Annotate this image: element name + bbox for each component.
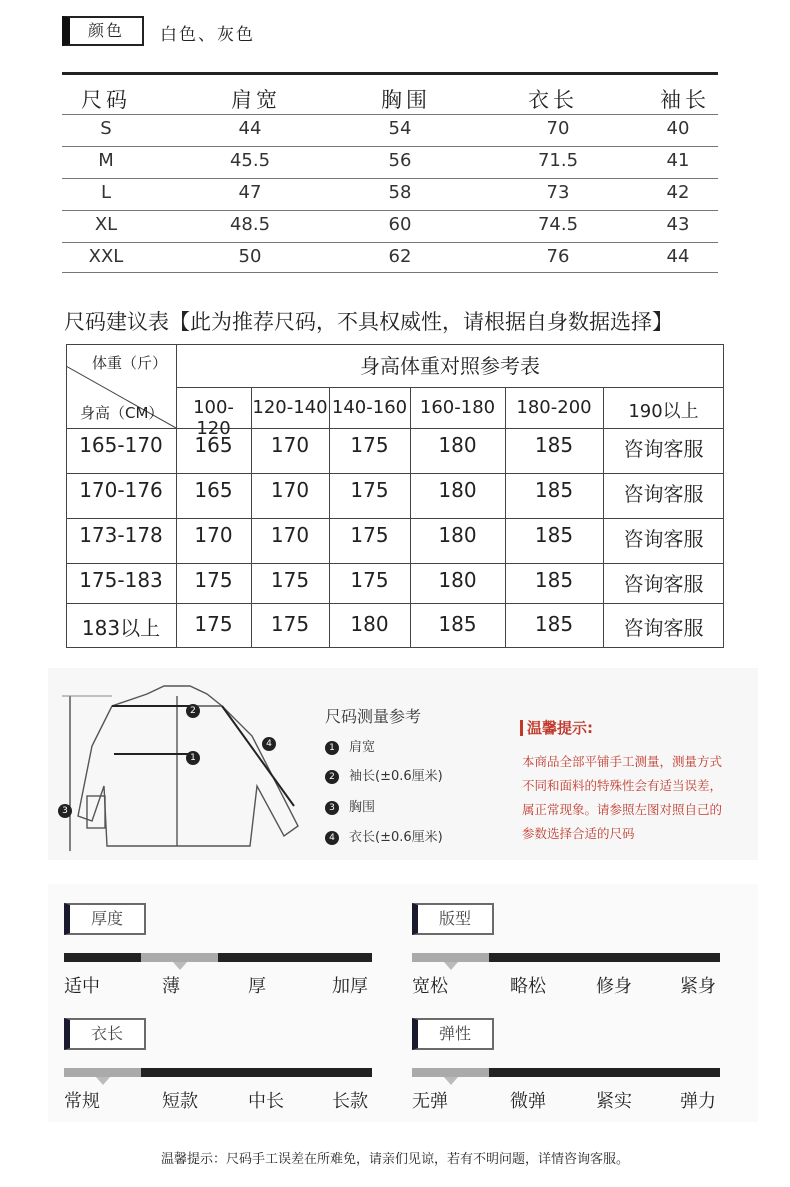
weight-range-header: 190以上 <box>628 401 699 422</box>
attribute-option: 适中 <box>64 976 100 997</box>
corner-weight-label: 体重（斤） <box>92 354 168 372</box>
grid-hline <box>66 518 724 519</box>
size-table-cell: 43 <box>666 214 690 235</box>
attribute-option: 紧身 <box>680 976 716 997</box>
size-header-length: 衣长 <box>528 88 578 112</box>
recommended-size-cell: 180 <box>350 612 389 636</box>
divider <box>62 146 718 147</box>
attribute-option: 修身 <box>596 976 632 997</box>
measure-item: 1 肩宽 <box>325 736 375 755</box>
corner-height-label: 身高（CM） <box>80 404 164 422</box>
attribute-option: 短款 <box>162 1091 198 1112</box>
size-table-cell: 54 <box>388 118 412 139</box>
recommended-size-cell: 175 <box>350 523 389 547</box>
attribute-option: 常规 <box>64 1091 100 1112</box>
height-range-label: 173-178 <box>79 523 163 547</box>
weight-range-header: 140-160 <box>331 397 408 418</box>
recommended-size-cell: 185 <box>438 612 477 636</box>
recommended-size-cell: 170 <box>194 523 233 547</box>
size-table-cell: 56 <box>388 150 412 171</box>
recommended-size-cell: 180 <box>438 568 477 592</box>
warning-title: 温馨提示: <box>520 720 593 736</box>
size-table-top-rule <box>62 72 718 75</box>
attribute-option: 加厚 <box>332 976 368 997</box>
divider <box>62 242 718 243</box>
grid-hline <box>66 603 724 604</box>
attribute-scale-bar <box>412 953 720 962</box>
recommended-size-cell: 175 <box>350 568 389 592</box>
size-table-cell: 50 <box>238 246 262 267</box>
size-header-sleeve: 袖长 <box>660 88 710 112</box>
attributes-panel <box>48 884 758 1122</box>
size-table-cell: 58 <box>388 182 412 203</box>
recommended-size-cell: 170 <box>270 523 310 547</box>
attribute-tag: 弹性 <box>412 1018 494 1050</box>
size-row-label: L <box>100 182 112 203</box>
attribute-option: 紧实 <box>596 1091 632 1112</box>
color-label: 颜色 <box>62 16 144 46</box>
attribute-tag: 厚度 <box>64 903 146 935</box>
attribute-option: 弹力 <box>680 1091 716 1112</box>
attribute-option: 厚 <box>248 976 266 997</box>
attribute-scale-bar <box>64 1068 372 1077</box>
attribute-option: 中长 <box>248 1091 284 1112</box>
attribute-option: 宽松 <box>412 976 448 997</box>
recommended-size-cell: 185 <box>534 523 574 547</box>
recommended-size-cell: 咨询客服 <box>623 572 704 596</box>
attribute-option: 长款 <box>332 1091 368 1112</box>
size-table-cell: 44 <box>666 246 690 267</box>
attribute-option: 微弹 <box>510 1091 546 1112</box>
size-table-cell: 76 <box>546 246 570 267</box>
size-table-cell: 74.5 <box>537 214 579 235</box>
size-table-cell: 62 <box>388 246 412 267</box>
diagram-mark-4: 4 <box>262 733 286 752</box>
recommended-size-cell: 175 <box>194 612 233 636</box>
attribute-option: 无弹 <box>412 1091 448 1112</box>
size-table-cell: 40 <box>666 118 690 139</box>
color-value: 白色、灰色 <box>160 25 255 45</box>
size-table-cell: 71.5 <box>537 150 579 171</box>
recommended-size-cell: 185 <box>534 433 574 457</box>
weight-range-header: 100-120 <box>193 397 234 439</box>
size-table-cell: 42 <box>666 182 690 203</box>
size-table-cell: 48.5 <box>229 214 271 235</box>
diagram-mark-2: 2 <box>186 700 210 719</box>
shirt-diagram <box>52 676 312 856</box>
divider <box>62 114 718 115</box>
size-row-label: XXL <box>88 246 124 267</box>
footer-note: 温馨提示：尺码手工误差在所难免，请亲们见谅，若有不明问题，详情咨询客服。 <box>160 1152 629 1167</box>
weight-range-header: 180-200 <box>516 397 592 418</box>
attribute-selected-segment <box>412 953 489 962</box>
weight-range-header: 120-140 <box>252 397 328 418</box>
recommended-size-cell: 170 <box>270 478 310 502</box>
size-table-cell: 60 <box>388 214 412 235</box>
recommended-size-cell: 175 <box>350 478 389 502</box>
recommended-size-cell: 180 <box>438 478 477 502</box>
recommended-size-cell: 咨询客服 <box>623 527 704 551</box>
attribute-selected-segment <box>141 953 218 962</box>
size-header-chest: 胸围 <box>381 88 431 112</box>
attribute-pointer-icon <box>96 1077 110 1085</box>
size-row-label: M <box>98 150 114 171</box>
attribute-pointer-icon <box>444 962 458 970</box>
recommended-size-cell: 175 <box>270 612 310 636</box>
attribute-pointer-icon <box>173 962 187 970</box>
attribute-scale-bar <box>412 1068 720 1077</box>
recommended-size-cell: 180 <box>438 523 477 547</box>
divider <box>62 272 718 273</box>
warning-text: 本商品全部平铺手工测量，测量方式不同和面料的特殊性会有适当误差，属正常现象。请参照左图对照自己的参数选择合适的尺码 <box>522 754 723 841</box>
size-table-cell: 45.5 <box>229 150 271 171</box>
size-header-shoulder: 肩宽 <box>231 88 281 112</box>
recommended-size-cell: 185 <box>534 568 574 592</box>
recommended-size-cell: 170 <box>270 433 310 457</box>
recommended-size-cell: 咨询客服 <box>623 437 704 461</box>
recommended-size-cell: 175 <box>350 433 389 457</box>
size-table-cell: 73 <box>546 182 570 203</box>
measure-title: 尺码测量参考 <box>325 707 422 726</box>
attribute-option: 略松 <box>510 976 546 997</box>
recommended-size-cell: 咨询客服 <box>623 616 704 640</box>
weight-range-header: 160-180 <box>419 397 496 418</box>
attribute-selected-segment <box>64 1068 141 1077</box>
size-table-cell: 44 <box>238 118 262 139</box>
height-range-label: 165-170 <box>79 433 163 457</box>
recommended-size-cell: 咨询客服 <box>623 482 704 506</box>
grid-hline <box>176 387 724 388</box>
attribute-scale-bar <box>64 953 372 962</box>
attribute-tag: 版型 <box>412 903 494 935</box>
measure-item: 3 胸围 <box>325 796 375 815</box>
recommended-size-cell: 175 <box>194 568 233 592</box>
size-table-cell: 70 <box>546 118 570 139</box>
size-table-cell: 47 <box>238 182 262 203</box>
diagram-mark-3: 3 <box>58 800 82 819</box>
size-row-label: S <box>100 118 112 139</box>
height-range-label: 183以上 <box>81 616 161 640</box>
attribute-pointer-icon <box>444 1077 458 1085</box>
size-table-cell: 41 <box>666 150 690 171</box>
recommended-size-cell: 180 <box>438 433 477 457</box>
grid-hline <box>66 473 724 474</box>
recommended-size-cell: 185 <box>534 478 574 502</box>
attribute-option: 薄 <box>162 976 180 997</box>
recommend-title: 尺码建议表【此为推荐尺码，不具权威性，请根据自身数据选择】 <box>64 310 673 334</box>
recommended-size-cell: 185 <box>534 612 574 636</box>
grid-hline <box>66 428 724 429</box>
divider <box>62 210 718 211</box>
grid-hline <box>66 563 724 564</box>
measure-item: 4 衣长(±0.6厘米) <box>325 826 443 845</box>
diagram-mark-1: 1 <box>186 747 210 766</box>
height-range-label: 175-183 <box>79 568 163 592</box>
size-row-label: XL <box>94 214 118 235</box>
divider <box>62 178 718 179</box>
measure-item: 2 袖长(±0.6厘米) <box>325 765 443 784</box>
attribute-tag: 衣长 <box>64 1018 146 1050</box>
table-main-header: 身高体重对照参考表 <box>360 354 540 378</box>
recommended-size-cell: 165 <box>194 433 233 457</box>
size-header-size: 尺码 <box>81 88 131 112</box>
recommended-size-cell: 165 <box>194 478 233 502</box>
attribute-selected-segment <box>412 1068 489 1077</box>
recommended-size-cell: 175 <box>270 568 310 592</box>
height-range-label: 170-176 <box>79 478 163 502</box>
